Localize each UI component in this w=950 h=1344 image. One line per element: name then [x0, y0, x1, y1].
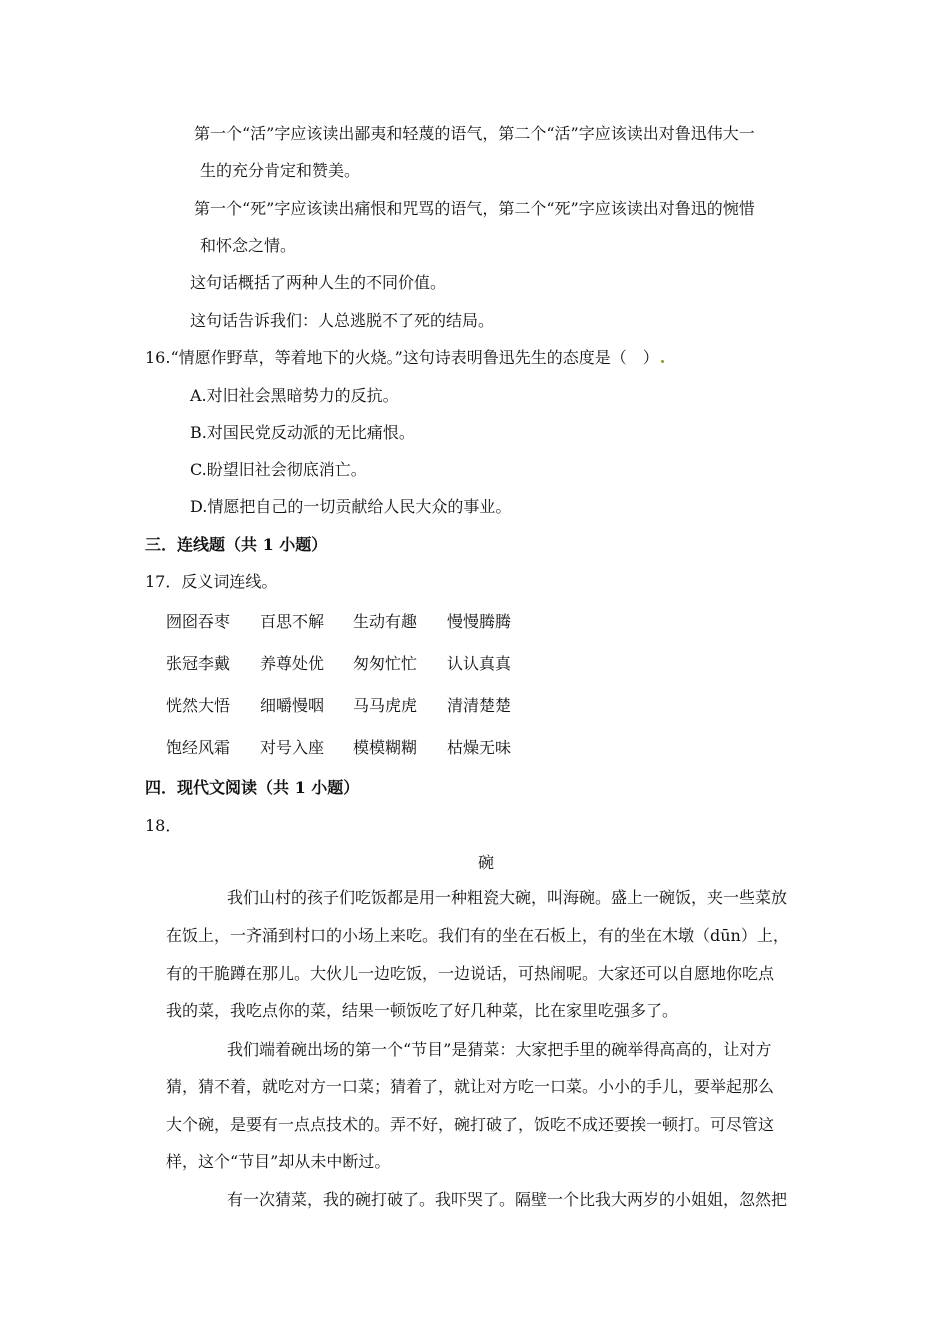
q17-word[interactable]: 恍然大悟	[166, 696, 231, 715]
mark-dot-icon	[661, 360, 664, 363]
passage-line: 样，这个“节目”却从未中断过。	[166, 1152, 391, 1171]
q17-word[interactable]: 张冠李戴	[166, 654, 231, 673]
passage-line: 猜，猜不着，就吃对方一口菜；猜着了，就让对方吃一口菜。小小的手儿，要举起那么	[166, 1077, 775, 1096]
q15-option-line: 第一个“活”字应该读出鄙夷和轻蔑的语气，第二个“活”字应该读出对鲁迅伟大一	[194, 124, 755, 143]
passage-line: 在饭上，一齐涌到村口的小场上来吃。我们有的坐在石板上，有的坐在木墩（dūn）上，	[166, 926, 789, 945]
passage-line: 大个碗，是要有一点点技术的。弄不好，碗打破了，饭吃不成还要挨一顿打。可尽管这	[166, 1115, 775, 1134]
q17-word[interactable]: 囫囵吞枣	[166, 612, 231, 631]
passage-line: 有的干脆蹲在那儿。大伙儿一边吃饭，一边说话，可热闹呢。大家还可以自愿地你吃点	[166, 964, 775, 983]
q16-stem	[145, 348, 664, 368]
q16-option-d[interactable]: D.情愿把自己的一切贡献给人民大众的事业。	[190, 497, 512, 516]
q17-word[interactable]: 清清楚楚	[447, 696, 512, 715]
section3-heading: 三．连线题（共 1 小题）	[145, 535, 328, 554]
passage-line: 我们端着碗出场的第一个“节目”是猜菜：大家把手里的碗举得高高的，让对方	[227, 1040, 772, 1059]
q17-word[interactable]: 百思不解	[260, 612, 325, 631]
passage-line: 我们山村的孩子们吃饭都是用一种粗瓷大碗，叫海碗。盛上一碗饭，夹一些菜放	[227, 888, 788, 907]
q15-option-line: 这句话概括了两种人生的不同价值。	[190, 273, 447, 292]
section4-heading: 四．现代文阅读（共 1 小题）	[145, 778, 360, 797]
q17-word[interactable]: 对号入座	[260, 738, 325, 757]
q17-word[interactable]: 饱经风霜	[166, 738, 231, 757]
q17-word[interactable]: 匆匆忙忙	[353, 654, 418, 673]
passage-title: 碗	[478, 853, 495, 872]
q17-word[interactable]: 认认真真	[447, 654, 512, 673]
q17-stem: 17．反义词连线。	[145, 572, 278, 591]
q16-stem-text: 16.“情愿作野草，等着地下的火烧。”这句诗表明鲁迅先生的态度是（ ）	[145, 348, 659, 367]
q17-word[interactable]: 马马虎虎	[353, 696, 418, 715]
q16-option-b[interactable]: B.对国民党反动派的无比痛恨。	[190, 423, 415, 442]
passage-line: 有一次猜菜，我的碗打破了。我吓哭了。隔壁一个比我大两岁的小姐姐，忽然把	[227, 1190, 788, 1209]
passage-line: 我的菜，我吃点你的菜，结果一顿饭吃了好几种菜，比在家里吃强多了。	[166, 1001, 679, 1020]
q17-word[interactable]: 养尊处优	[260, 654, 325, 673]
q18-number: 18．	[145, 816, 182, 835]
q16-option-a[interactable]: A.对旧社会黑暗势力的反抗。	[190, 386, 399, 405]
q17-word[interactable]: 生动有趣	[353, 612, 418, 631]
q16-option-c[interactable]: C.盼望旧社会彻底消亡。	[190, 460, 367, 479]
q17-word[interactable]: 细嚼慢咽	[260, 696, 325, 715]
q15-option-line: 第一个“死”字应该读出痛恨和咒骂的语气，第二个“死”字应该读出对鲁迅的惋惜	[194, 199, 755, 218]
q17-word[interactable]: 模模糊糊	[353, 738, 418, 757]
q15-option-line: 和怀念之情。	[200, 236, 297, 255]
q17-word[interactable]: 枯燥无味	[447, 738, 512, 757]
q17-word[interactable]: 慢慢腾腾	[447, 612, 512, 631]
q15-option-line: 这句话告诉我们：人总逃脱不了死的结局。	[190, 311, 495, 330]
q15-option-line: 生的充分肯定和赞美。	[200, 161, 361, 180]
